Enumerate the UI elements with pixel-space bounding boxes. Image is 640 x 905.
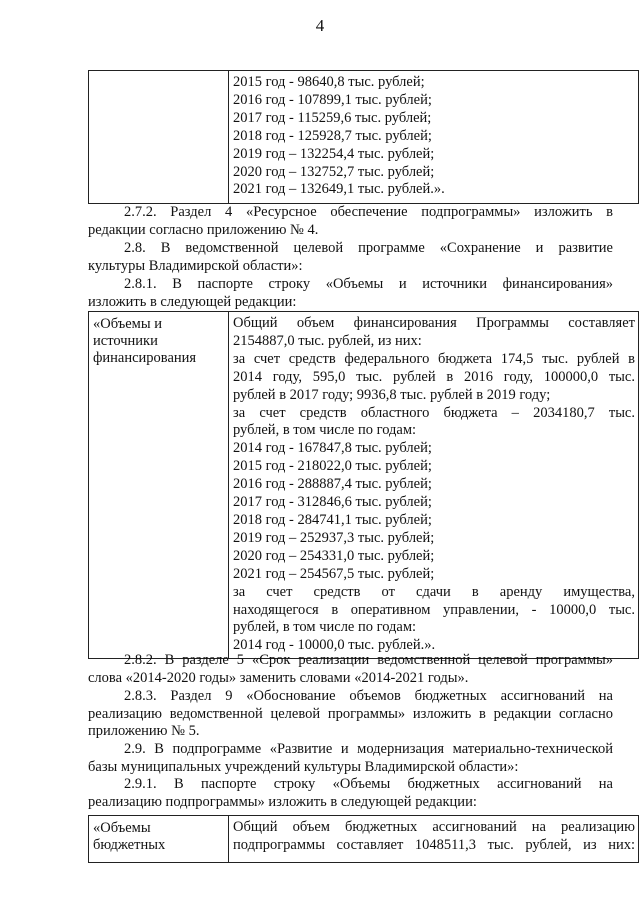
table-label-line: «Объемы и xyxy=(93,316,162,332)
table-left-cell-empty xyxy=(89,71,229,204)
paragraph-line: реализацию подпрограммы» изложить в следующей редакции: xyxy=(88,793,477,810)
paragraph-line: слова «2014-2020 годы» заменить словами «2014-2021 годы». xyxy=(88,669,469,686)
paragraph-line: редакции согласно приложению № 4. xyxy=(88,221,319,238)
paragraph-2-9-1 xyxy=(88,776,613,811)
table-line: 2014 год - 167847,8 тыс. рублей; xyxy=(233,440,432,457)
page-number: 4 xyxy=(315,16,325,35)
table-line: рублей, в том числе по годам: xyxy=(233,619,417,636)
table-line: 2016 год - 288887,4 тыс. рублей; xyxy=(233,476,432,493)
table-line: 2154887,0 тыс. рублей, из них: xyxy=(233,332,422,349)
budget-allocations-table xyxy=(88,815,639,863)
paragraph-line: 2.8.1. В паспорте строку «Объемы и источники финансирования» xyxy=(124,276,613,292)
table-line: Общий объем бюджетных ассигнований на реализацию xyxy=(233,819,635,835)
table-line: находящегося в оперативном управлении, - 10000,0 тыс. xyxy=(233,601,635,618)
table-line: 2015 год - 98640,8 тыс. рублей; xyxy=(233,74,425,90)
paragraph-2-7-2 xyxy=(88,204,613,239)
table-line: рублей, в том числе по годам: xyxy=(233,422,417,439)
paragraph-2-9 xyxy=(88,741,613,776)
table-right-cell xyxy=(229,71,639,204)
table-line: за счет средств областного бюджета – 2034180,7 тыс. xyxy=(233,404,635,421)
table-label-line: «Объемы xyxy=(93,820,151,836)
table-line: 2014 году, 595,0 тыс. рублей в 2016 году, 100000,0 тыс. xyxy=(233,368,635,385)
table-left-cell xyxy=(89,816,229,863)
paragraph-line: культуры Владимирской области»: xyxy=(88,257,303,274)
paragraph-2-8-1 xyxy=(88,276,613,311)
paragraph-line: 2.7.2. Раздел 4 «Ресурсное обеспечение подпрограммы» изложить в xyxy=(124,204,613,220)
table-label-line: финансирования xyxy=(93,350,197,366)
table-line: 2016 год - 107899,1 тыс. рублей; xyxy=(233,91,432,108)
paragraph-line: приложению № 5. xyxy=(88,723,200,740)
paragraph-line: 2.8.2. В разделе 5 «Срок реализации ведомственной целевой программы» xyxy=(124,652,613,668)
table-line: Общий объем финансирования Программы составляет xyxy=(233,315,635,331)
paragraph-line: 2.8.3. Раздел 9 «Обоснование объемов бюджетных ассигнований на xyxy=(124,688,613,704)
table-line: подпрограммы составляет 1048511,3 тыс. рублей, из них: xyxy=(233,836,635,853)
table-line: 2015 год - 218022,0 тыс. рублей; xyxy=(233,458,432,475)
table-right-cell xyxy=(229,816,639,863)
table-line: 2017 год - 115259,6 тыс. рублей; xyxy=(233,109,432,126)
table-line: 2021 год – 254567,5 тыс. рублей; xyxy=(233,565,435,582)
table-right-cell xyxy=(229,312,639,659)
paragraph-2-8-3 xyxy=(88,688,613,741)
table-line: за счет средств федерального бюджета 174,5 тыс. рублей в xyxy=(233,350,635,367)
table-line: 2021 год – 132649,1 тыс. рублей.». xyxy=(233,181,445,198)
paragraph-2-8 xyxy=(88,240,613,275)
table-label-line: источники xyxy=(93,333,158,349)
financing-volumes-table xyxy=(88,311,639,659)
paragraph-line: изложить в следующей редакции: xyxy=(88,293,297,310)
table-line: 2017 год - 312846,6 тыс. рублей; xyxy=(233,494,432,511)
table-left-cell xyxy=(89,312,229,659)
paragraph-2-8-2 xyxy=(88,652,613,687)
paragraph-line: базы муниципальных учреждений культуры Владимирской области»: xyxy=(88,758,519,775)
table-line: за счет средств от сдачи в аренду имущества, xyxy=(233,583,635,600)
table-line: 2019 год – 252937,3 тыс. рублей; xyxy=(233,529,435,546)
table-label-line: бюджетных xyxy=(93,837,166,853)
funding-years-table-continued xyxy=(88,70,639,204)
table-line: рублей в 2017 году; 9936,8 тыс. рублей в 2019 году; xyxy=(233,386,551,403)
paragraph-line: 2.8. В ведомственной целевой программе «Сохранение и развитие xyxy=(124,240,613,256)
table-line: 2018 год - 284741,1 тыс. рублей; xyxy=(233,511,432,528)
paragraph-line: 2.9.1. В паспорте строку «Объемы бюджетных ассигнований на xyxy=(124,776,613,792)
table-line: 2020 год – 254331,0 тыс. рублей; xyxy=(233,547,435,564)
table-line: 2018 год - 125928,7 тыс. рублей; xyxy=(233,127,432,144)
table-line: 2019 год – 132254,4 тыс. рублей; xyxy=(233,145,435,162)
paragraph-line: 2.9. В подпрограмме «Развитие и модернизация материально-технической xyxy=(124,741,613,757)
paragraph-line: реализацию ведомственной целевой программы» изложить в редакции согласно xyxy=(88,705,613,722)
table-line: 2014 год - 10000,0 тыс. рублей.». xyxy=(233,637,436,654)
table-line: 2020 год – 132752,7 тыс. рублей; xyxy=(233,163,435,180)
